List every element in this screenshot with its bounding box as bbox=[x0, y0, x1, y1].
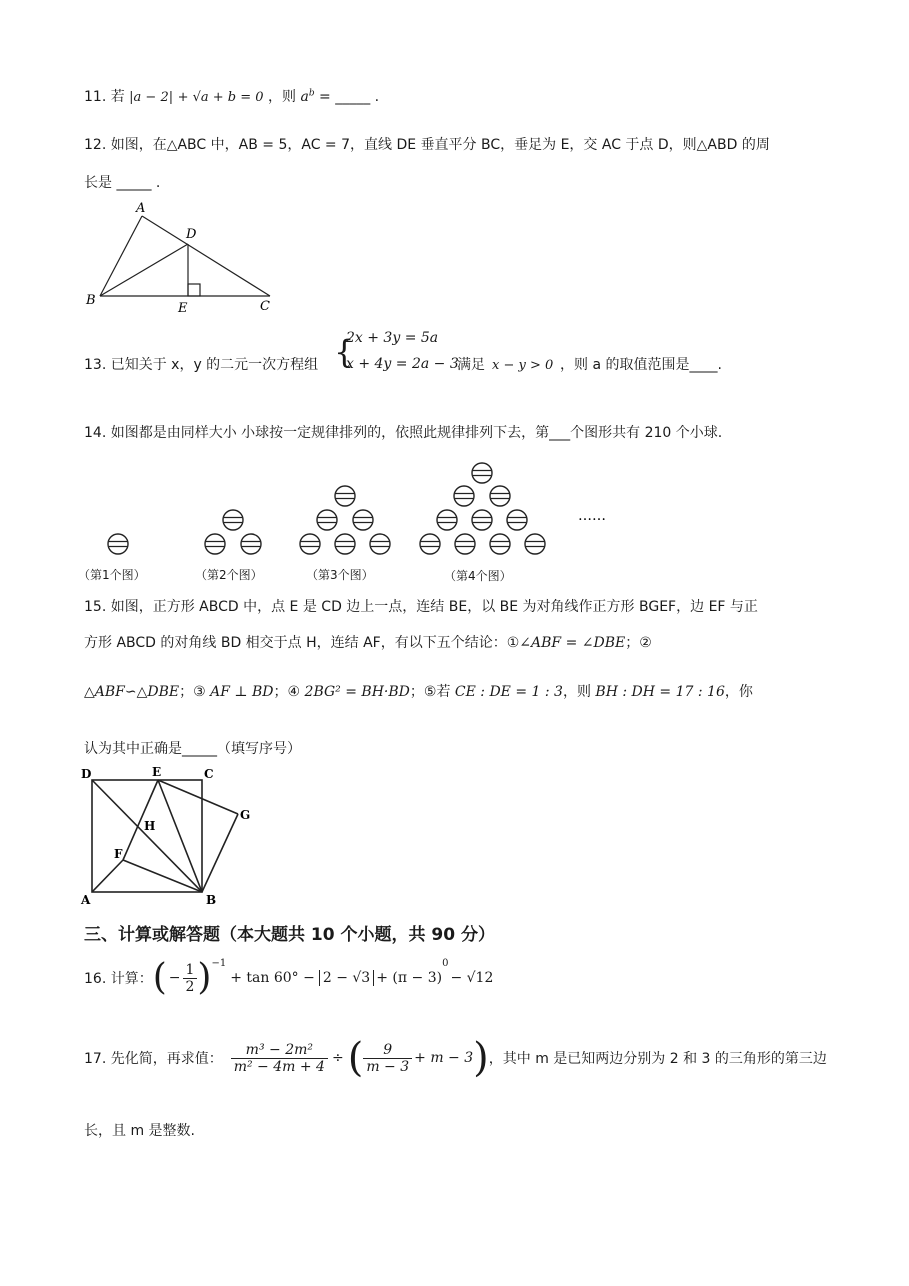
question-15-line2 bbox=[84, 632, 652, 652]
q16-close-paren: ) bbox=[197, 957, 212, 998]
label-C: C bbox=[260, 299, 270, 314]
q17-f2-num: 9 bbox=[363, 1042, 412, 1059]
q17-f1-den: m² − 4m + 4 bbox=[233, 1058, 325, 1075]
q11-expr-sqrt: + √a + b = 0 bbox=[177, 90, 264, 105]
q13-eq1: 2x + 3y = 5a bbox=[346, 330, 439, 346]
q17-suffix: ，其中 m 是已知两边分别为 2 和 3 的三角形的第三边 bbox=[488, 1051, 827, 1067]
label-A: A bbox=[136, 201, 146, 216]
question-11 bbox=[84, 86, 379, 106]
q15-conclusion-5: BH : DH = 17 : 16 bbox=[595, 684, 725, 700]
question-17 bbox=[84, 1036, 827, 1080]
q11-power-base: a bbox=[300, 89, 309, 105]
q13-brace: { bbox=[334, 333, 355, 371]
question-16 bbox=[84, 958, 493, 998]
sq-label-E: E bbox=[152, 765, 162, 779]
q17-fraction-2 bbox=[363, 1042, 412, 1075]
q13-condition: x − y > 0 bbox=[492, 358, 554, 373]
q16-frac-num: 1 bbox=[183, 962, 198, 979]
caption-figure-3: （第3个图） bbox=[306, 568, 374, 582]
q16-prefix: 16. 计算： bbox=[84, 971, 153, 987]
q16-pi-term: + (π − 3) bbox=[376, 970, 443, 986]
q17-plus-term: + m − 3 bbox=[414, 1050, 474, 1066]
q17-divide: ÷ bbox=[331, 1050, 344, 1066]
q17-prefix: 17. 先化简，再求值： bbox=[84, 1051, 223, 1067]
pattern-ellipsis: …… bbox=[578, 508, 606, 524]
ball-pattern-figure bbox=[90, 456, 630, 560]
q11-end: . bbox=[374, 89, 380, 105]
q13-eq2: x + 4y = 2a − 3 bbox=[346, 356, 459, 372]
q16-abs-value: 2 − √3 bbox=[319, 970, 374, 986]
square-figure bbox=[76, 762, 256, 908]
q11-equals: = bbox=[314, 89, 336, 105]
q13-mid: 满足 bbox=[457, 357, 485, 373]
figure-2-balls bbox=[205, 510, 261, 554]
caption-figure-1: （第1个图） bbox=[78, 568, 146, 582]
q13-prefix: 13. 已知关于 x，y 的二元一次方程组 bbox=[84, 357, 319, 373]
q16-frac-den: 2 bbox=[185, 978, 195, 995]
q17-f2-den: m − 3 bbox=[366, 1058, 410, 1075]
figure-4-balls bbox=[420, 463, 545, 554]
figure-3-balls bbox=[300, 486, 390, 554]
q16-exponent: −1 bbox=[211, 958, 227, 969]
q15-sep-5: ；⑤若 bbox=[409, 684, 451, 700]
figure-1-balls bbox=[108, 534, 128, 554]
question-14: 14. 如图都是由同样大小 小球按一定规律排列的，依照此规律排列下去，第___个图形共有 210 个小球. bbox=[84, 425, 723, 441]
caption-figure-4: （第4个图） bbox=[444, 569, 512, 583]
question-17-line2: 长，且 m 是整数. bbox=[84, 1123, 195, 1139]
sq-label-G: G bbox=[240, 808, 251, 822]
q16-open-paren: ( bbox=[152, 957, 167, 998]
triangle-figure bbox=[80, 196, 280, 318]
question-13 bbox=[84, 354, 318, 374]
question-12-line2: 长是 _____ . bbox=[84, 175, 161, 191]
q16-exponent-0: 0 bbox=[442, 958, 449, 969]
q15-conclusion-3: AF ⊥ BD bbox=[210, 684, 274, 700]
label-E: E bbox=[178, 301, 188, 316]
q11-number: 11. 若 bbox=[84, 89, 125, 105]
question-12-line1: 12. 如图，在△ABC 中，AB = 5，AC = 7，直线 DE 垂直平分 BC，垂足为 E，交 AC 于点 D，则△ABD 的周 bbox=[84, 137, 770, 153]
caption-figure-2: （第2个图） bbox=[195, 568, 263, 582]
q15-conclusion-2: △ABF∽△DBE bbox=[84, 684, 180, 700]
q15-you: ，你 bbox=[724, 684, 753, 700]
q17-f1-num: m³ − 2m² bbox=[231, 1042, 328, 1059]
sq-label-H: H bbox=[144, 819, 156, 833]
q16-tan: + tan 60° − bbox=[230, 970, 315, 986]
q15-sep-3: ；③ bbox=[179, 684, 206, 700]
question-15-line1: 15. 如图，正方形 ABCD 中，点 E 是 CD 边上一点，连结 BE，以 BE 为对角线作正方形 BGEF，边 EF 与正 bbox=[84, 599, 758, 615]
section-3-title: 三、计算或解答题（本大题共 10 个小题，共 90 分） bbox=[84, 925, 495, 945]
q11-then: ，则 bbox=[268, 89, 296, 105]
q16-sqrt12: − √12 bbox=[450, 970, 494, 986]
q15-condition: CE : DE = 1 : 3 bbox=[454, 684, 563, 700]
q17-fraction-1 bbox=[231, 1042, 328, 1075]
q17-close-paren: ) bbox=[473, 1035, 489, 1081]
label-D: D bbox=[186, 227, 197, 242]
q11-power-exp: b bbox=[308, 88, 315, 99]
q15-sep-4: ；④ bbox=[273, 684, 301, 700]
q11-expr-abs: |a − 2| bbox=[129, 90, 174, 105]
sq-label-B: B bbox=[206, 893, 217, 907]
label-B: B bbox=[86, 293, 96, 308]
q15-sep-2: ；② bbox=[625, 635, 652, 651]
q15-conclusion-4: 2BG² = BH·BD bbox=[304, 684, 410, 700]
sq-label-A: A bbox=[81, 893, 91, 907]
q11-blank: _____ bbox=[335, 89, 371, 105]
q17-open-paren: ( bbox=[347, 1035, 364, 1081]
sq-label-D: D bbox=[81, 767, 92, 781]
question-15-line3 bbox=[84, 681, 753, 701]
q15-conclusion-1: ∠ABF = ∠DBE bbox=[519, 635, 626, 651]
q13-suffix: ，则 a 的取值范围是____. bbox=[560, 357, 722, 373]
q15-line2-text: 方形 ABCD 的对角线 BD 相交于点 H，连结 AF，有以下五个结论：① bbox=[84, 635, 520, 651]
q16-minus: − bbox=[168, 970, 181, 986]
sq-label-C: C bbox=[204, 767, 214, 781]
sq-label-F: F bbox=[114, 847, 123, 861]
question-15-line4: 认为其中正确是_____（填写序号） bbox=[84, 741, 301, 757]
q16-fraction bbox=[183, 962, 198, 995]
q15-then: ，则 bbox=[562, 684, 591, 700]
